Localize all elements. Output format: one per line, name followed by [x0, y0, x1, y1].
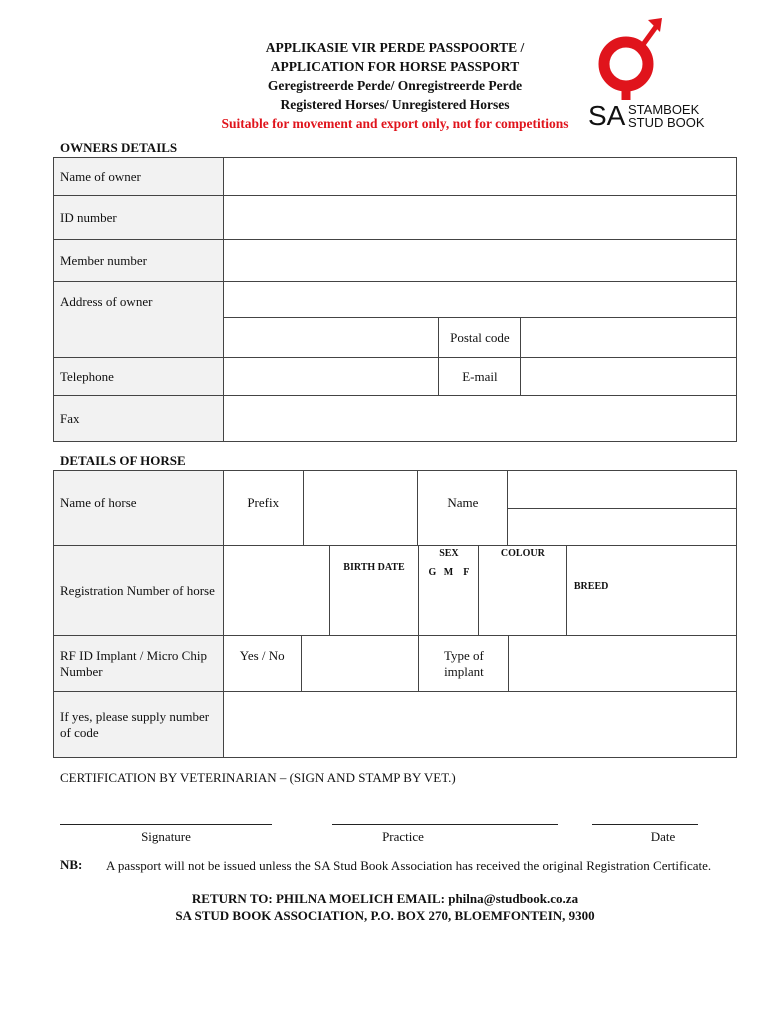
horse-name-table	[53, 470, 737, 547]
nb-text: A passport will not be issued unless the SA Stud Book Association has received the original Registration Certificate.	[106, 858, 712, 873]
date-line[interactable]	[592, 824, 698, 825]
signature-line[interactable]	[60, 824, 272, 825]
email-label: E-mail	[439, 358, 521, 396]
association-address: SA STUD BOOK ASSOCIATION, P.O. BOX 270, BLOEMFONTEIN, 9300	[175, 908, 595, 923]
telephone-label: Telephone	[54, 358, 224, 396]
member-number-field[interactable]	[223, 240, 736, 282]
sa-stud-book-logo	[588, 14, 708, 134]
sex-options[interactable]: G M F	[428, 567, 470, 578]
nb-label: NB:	[60, 857, 83, 872]
birth-date-label: BIRTH DATE	[343, 562, 405, 573]
colour-cell[interactable]	[479, 546, 609, 636]
horse-name-label: Name of horse	[54, 471, 224, 547]
email-field[interactable]	[521, 358, 737, 396]
prefix-label: Prefix	[223, 471, 303, 547]
implant-type-label: Type of implant	[419, 636, 509, 692]
postal-code-field[interactable]	[521, 318, 737, 358]
form-title	[160, 38, 630, 133]
practice-label: Practice	[382, 829, 424, 844]
implant-type-field[interactable]	[509, 636, 737, 692]
title-line-4: Registered Horses/ Unregistered Horses	[280, 97, 510, 112]
registration-table	[53, 545, 737, 636]
signature-label: Signature	[141, 829, 191, 844]
address-label: Address of owner	[54, 282, 224, 358]
prefix-field[interactable]	[303, 471, 418, 547]
address-field-line-2[interactable]	[223, 318, 439, 358]
sex-cell[interactable]	[419, 546, 479, 636]
practice-line[interactable]	[332, 824, 558, 825]
rfid-table	[53, 635, 737, 758]
owners-table	[53, 157, 737, 442]
supply-code-field[interactable]	[223, 692, 736, 758]
title-line-2: APPLICATION FOR HORSE PASSPORT	[270, 59, 520, 74]
registration-number-label: Registration Number of horse	[54, 546, 224, 636]
title-line-1: APPLIKASIE VIR PERDE PASSPOORTE /	[265, 40, 525, 55]
yes-no-option[interactable]: Yes / No	[223, 636, 301, 692]
certification-heading: CERTIFICATION BY VETERINARIAN – (SIGN AND STAMP BY VET.)	[60, 770, 456, 785]
logo-line-2: STUD BOOK	[628, 115, 705, 130]
fax-label: Fax	[54, 396, 224, 442]
date-label: Date	[650, 829, 676, 844]
return-to: RETURN TO: PHILNA MOELICH EMAIL: philna@studbook.co.za	[191, 891, 579, 906]
id-number-field[interactable]	[223, 196, 736, 240]
address-field-line-1[interactable]	[223, 282, 736, 318]
horse-name-sublabel: Name	[418, 471, 508, 547]
rfid-label: RF ID Implant / Micro Chip Number	[54, 636, 224, 692]
logo-abbr: SA	[588, 100, 626, 131]
postal-code-label: Postal code	[439, 318, 521, 358]
supply-code-label: If yes, please supply number of code	[54, 692, 224, 758]
registration-number-field[interactable]	[223, 546, 329, 636]
owner-name-label: Name of owner	[54, 158, 224, 196]
horse-name-field-1[interactable]	[508, 471, 737, 509]
member-number-label: Member number	[54, 240, 224, 282]
breed-label: BREED	[573, 581, 609, 592]
owners-heading: OWNERS DETAILS	[60, 140, 178, 155]
logo-line-1: STAMBOEK	[628, 102, 700, 117]
rfid-field[interactable]	[301, 636, 419, 692]
owner-name-field[interactable]	[223, 158, 736, 196]
title-line-5: Suitable for movement and export only, not for competitions	[221, 116, 569, 131]
id-number-label: ID number	[54, 196, 224, 240]
title-line-3: Geregistreerde Perde/ Onregistreerde Perde	[267, 78, 523, 93]
horse-name-field-2[interactable]	[508, 509, 737, 547]
fax-field[interactable]	[223, 396, 736, 442]
telephone-field[interactable]	[223, 358, 439, 396]
horse-heading: DETAILS OF HORSE	[60, 453, 186, 468]
colour-label: COLOUR	[500, 548, 545, 559]
sex-label: SEX	[439, 548, 459, 559]
